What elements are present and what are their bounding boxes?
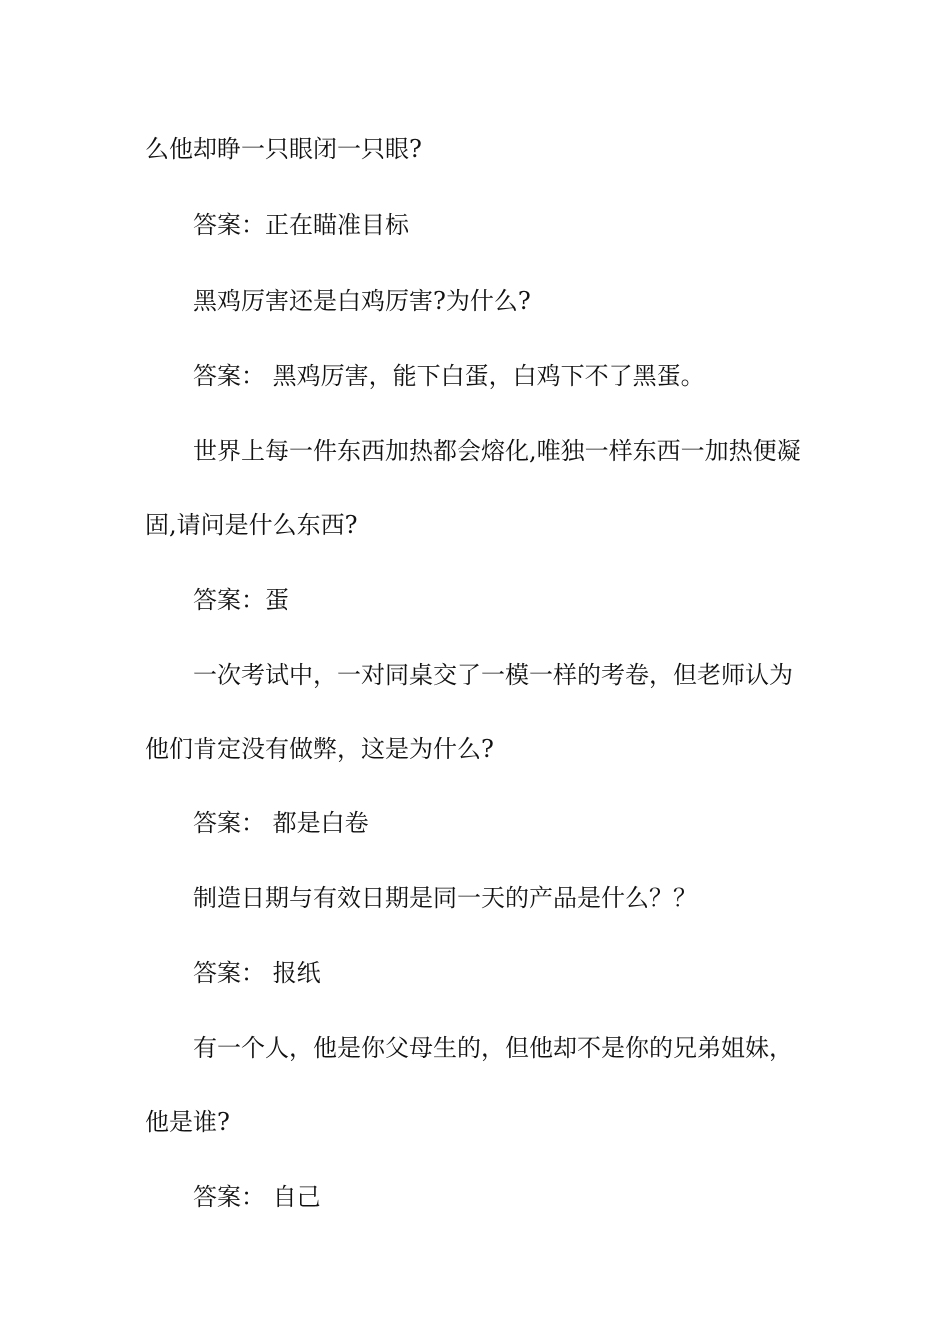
riddle-text-continuation: 他们肯定没有做弊，这是为什么? <box>145 735 494 763</box>
answer-text: 答案： 报纸 <box>193 959 321 987</box>
riddle-text-continuation: 么他却睁一只眼闭一只眼? <box>145 135 422 163</box>
riddle-text: 制造日期与有效日期是同一天的产品是什么？？ <box>193 884 697 912</box>
answer-text: 答案：蛋 <box>193 586 289 614</box>
riddle-text: 一次考试中，一对同桌交了一模一样的考卷，但老师认为 <box>193 661 793 689</box>
answer-text: 答案：正在瞄准目标 <box>193 211 409 239</box>
riddle-text-continuation: 固,请问是什么东西? <box>145 511 358 539</box>
riddle-text: 有一个人，他是你父母生的，但他却不是你的兄弟姐妹， <box>193 1034 793 1062</box>
riddle-text: 黑鸡厉害还是白鸡厉害?为什么? <box>193 287 531 315</box>
answer-text: 答案： 黑鸡厉害，能下白蛋，白鸡下不了黑蛋。 <box>193 362 705 390</box>
riddle-text-continuation: 他是谁? <box>145 1108 230 1136</box>
answer-text: 答案： 都是白卷 <box>193 809 369 837</box>
answer-text: 答案： 自己 <box>193 1183 321 1211</box>
riddle-text: 世界上每一件东西加热都会熔化,唯独一样东西一加热便凝 <box>193 437 801 465</box>
